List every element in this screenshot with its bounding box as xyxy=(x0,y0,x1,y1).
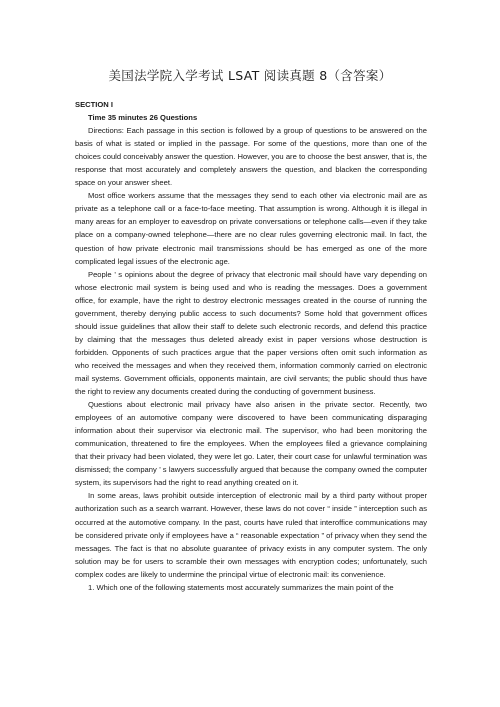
question-1-stem: 1. Which one of the following statements most accurately summarizes the main point of the xyxy=(88,582,394,592)
document-body xyxy=(75,98,427,594)
passage-paragraph-4: In some areas, laws prohibit outside interception of electronic mail by a third party without proper authorization such as a search warrant. However, these laws do not cover “ inside ” interception such as occurred at the automotive company. In the past, courts have ruled that interoffice communications may be considered private only if employees have a “ reasonable expectation ” of privacy when they send the messages. The fact is that no absolute guarantee of privacy exists in any computer system. The only solution may be for users to scramble their own messages with encryption codes; unfortunately, such complex codes are likely to undermine the principal virtue of electronic mail: its convenience. xyxy=(75,491,427,579)
passage-paragraph-1: Most office workers assume that the messages they send to each other via electronic mail are as private as a telephone call or a face-to-face meeting. That assumption is wrong. Although it is illegal in many areas for an employer to eavesdrop on private conversations or telephone calls—even if they take place on a company-owned telephone—there are no clear rules governing electronic mail. In fact, the question of how private electronic mail transmissions should be has emerged as one of the more complicated legal issues of the electronic age. xyxy=(75,191,427,266)
directions-paragraph: Directions: Each passage in this section is followed by a group of questions to be answered on the basis of what is stated or implied in the passage. For some of the questions, more than one of the choices could conceivably answer the question. However, you are to choose the best answer, that is, the response that most accurately and completely answers the question, and blacken the corresponding space on your answer sheet. xyxy=(75,126,427,188)
document-title: 美国法学院入学考试 LSAT 阅读真题 8（含答案） xyxy=(108,68,392,83)
passage-paragraph-3: Questions about electronic mail privacy have also arisen in the private sector. Recently, two employees of an automotive company were discovered to have been communicating disparaging information about their supervisor via electronic mail. The supervisor, who had been monitoring the communication, threatened to fire the employees. When the employees filed a grievance complaining that their privacy had been violated, they were let go. Later, their court case for unlawful termination was dismissed; the company ’ s lawyers successfully argued that because the company owned the computer system, its supervisors had the right to read anything created on it. xyxy=(75,400,427,488)
time-and-question-count: Time 35 minutes 26 Questions xyxy=(88,113,198,123)
section-heading: SECTION I xyxy=(75,100,113,109)
passage-paragraph-2: People ’ s opinions about the degree of privacy that electronic mail should have vary depending on whose electronic mail system is being used and who is reading the messages. Does a government office, for example, have the right to destroy electronic messages created in the course of running the government, thereby denying public access to such documents? Some hold that government offices should issue guidelines that allow their staff to delete such electronic records, and defend this practice by claiming that the messages thus deleted already exist in paper versions whose destruction is forbidden. Opponents of such practices argue that the paper versions often omit such information as who received the messages and when they received them, information commonly carried on electronic mail systems. Government officials, opponents maintain, are civil servants; the public should thus have the right to review any documents created during the conducting of government business. xyxy=(75,269,427,397)
